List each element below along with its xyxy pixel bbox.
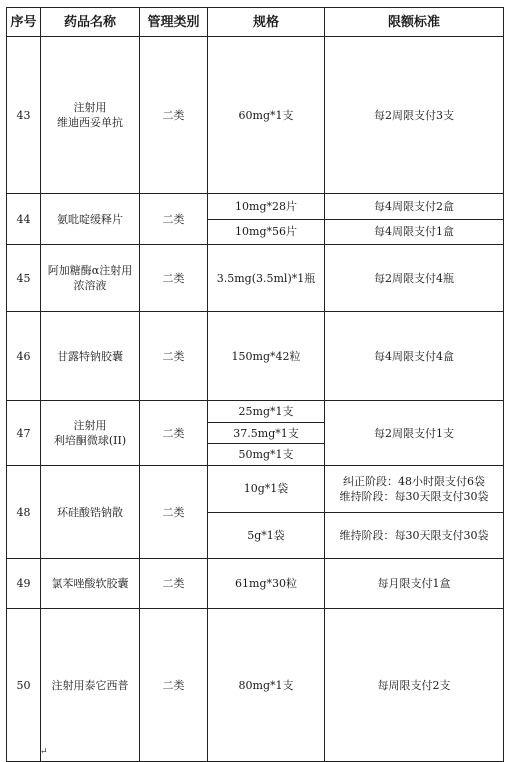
table-row xyxy=(7,312,503,401)
row-limit: 每2周限支付3支 xyxy=(374,108,454,122)
row-seq: 50 xyxy=(7,609,41,761)
row-spec: 25mg*1支 xyxy=(208,401,324,423)
row-drug-name: 注射用泰它西普 xyxy=(41,609,140,761)
row-limit: 每周限支付2支 xyxy=(377,678,451,692)
table-row xyxy=(7,37,503,194)
row-spec: 60mg*1支 xyxy=(208,37,325,193)
row-spec: 50mg*1支 xyxy=(238,448,294,462)
row-category: 二类 xyxy=(140,312,208,400)
row-limit: 每4周限支付2盒 xyxy=(325,194,503,220)
row-seq: 45 xyxy=(7,245,41,311)
row-drug-name: 注射用 利培酮微球(II) xyxy=(41,401,140,465)
table-row xyxy=(7,466,503,559)
row-limit-group xyxy=(325,194,503,244)
header-spec: 规格 xyxy=(208,8,325,36)
row-seq: 49 xyxy=(7,559,41,608)
row-spec: 80mg*1支 xyxy=(208,609,325,761)
row-limit: 每4周限支付1盒 xyxy=(374,225,454,239)
row-category: 二类 xyxy=(140,37,208,193)
row-drug-name: 环硅酸锆钠散 xyxy=(41,466,140,558)
row-spec: 5g*1袋 xyxy=(247,528,285,542)
row-limit: 纠正阶段：48小时限支付6袋 维持阶段：每30天限支付30袋 xyxy=(325,466,503,513)
drug-limit-table xyxy=(6,7,504,762)
row-drug-name: 阿加糖酶α注射用 浓溶液 xyxy=(41,245,140,311)
row-spec-group xyxy=(208,466,325,558)
table-header-row xyxy=(7,8,503,37)
row-spec: 150mg*42粒 xyxy=(208,312,325,400)
row-drug-name: 氯苯唑酸软胶囊 xyxy=(41,559,140,608)
table-row xyxy=(7,559,503,609)
row-seq: 48 xyxy=(7,466,41,558)
row-category: 二类 xyxy=(140,559,208,608)
row-category: 二类 xyxy=(140,401,208,465)
row-category: 二类 xyxy=(140,245,208,311)
row-spec: 10g*1袋 xyxy=(208,466,324,513)
table-row xyxy=(7,245,503,312)
row-seq: 46 xyxy=(7,312,41,400)
row-category: 二类 xyxy=(140,194,208,244)
row-limit: 每4周限支付4盒 xyxy=(374,349,454,363)
row-spec-group xyxy=(208,194,325,244)
header-seq: 序号 xyxy=(7,8,41,36)
header-limit: 限额标准 xyxy=(387,14,440,30)
row-seq: 43 xyxy=(7,37,41,193)
row-seq: 47 xyxy=(7,401,41,465)
header-drug-name: 药品名称 xyxy=(41,8,140,36)
row-drug-name: 甘露特钠胶囊 xyxy=(41,312,140,400)
table-row xyxy=(7,194,503,245)
row-drug-name: 氨吡啶缓释片 xyxy=(41,194,140,244)
table-row xyxy=(7,401,503,466)
row-limit: 每月限支付1盒 xyxy=(377,577,451,590)
row-spec: 3.5mg(3.5ml)*1瓶 xyxy=(208,245,325,311)
row-category: 二类 xyxy=(140,609,208,761)
row-spec: 61mg*30粒 xyxy=(208,559,325,608)
row-spec: 10mg*56片 xyxy=(235,225,297,239)
header-category: 管理类别 xyxy=(140,8,208,36)
row-spec-group xyxy=(208,401,325,465)
row-seq: 44 xyxy=(7,194,41,244)
row-drug-name: 注射用 维迪西妥单抗 xyxy=(41,37,140,193)
row-limit-group xyxy=(325,466,503,558)
paragraph-mark: ↵ xyxy=(40,747,48,757)
row-category: 二类 xyxy=(140,466,208,558)
table-row xyxy=(7,609,503,761)
row-limit: 每2周限支付1支 xyxy=(374,426,454,440)
row-limit: 每2周限支付4瓶 xyxy=(374,271,454,285)
row-spec: 10mg*28片 xyxy=(208,194,324,220)
row-limit: 维持阶段：每30天限支付30袋 xyxy=(339,528,489,542)
row-spec: 37.5mg*1支 xyxy=(208,423,324,445)
